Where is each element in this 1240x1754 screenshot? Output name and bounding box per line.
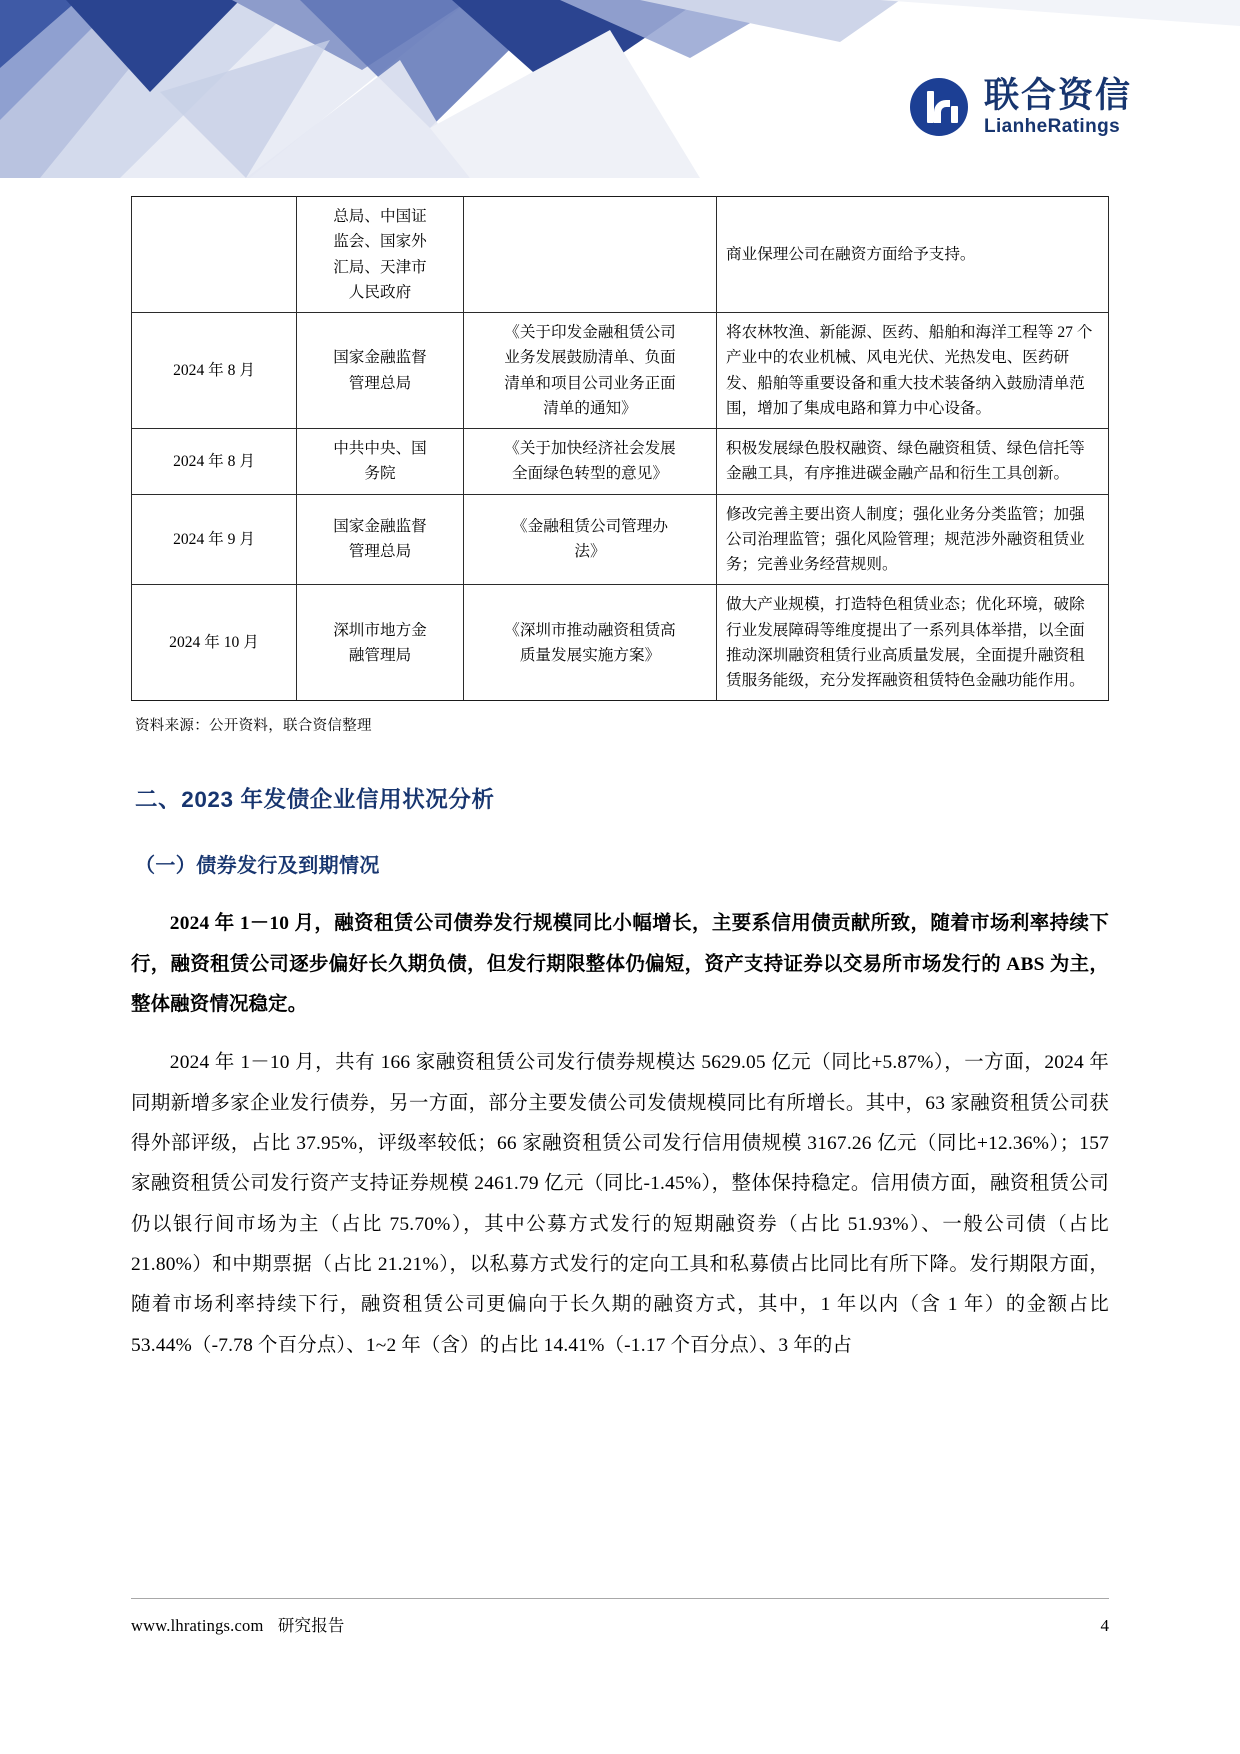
- table-row: [132, 585, 1109, 701]
- table-row: [132, 197, 1109, 313]
- document-content: [131, 196, 1109, 1366]
- cell-date: [132, 197, 297, 313]
- cell-document: 《关于加快经济社会发展 全面绿色转型的意见》: [464, 429, 717, 495]
- page-header-banner: [0, 0, 1240, 178]
- cell-organization: 国家金融监督 管理总局: [297, 494, 464, 585]
- brand-name-cn: 联合资信: [983, 76, 1132, 115]
- cell-document: [464, 197, 717, 313]
- footer-divider: [131, 1598, 1109, 1599]
- cell-organization: 国家金融监督 管理总局: [297, 313, 464, 429]
- subsection-heading-1: （一）债券发行及到期情况: [135, 855, 380, 878]
- section-heading-2: 二、2023 年发债企业信用状况分析: [135, 787, 495, 813]
- cell-document: 《金融租赁公司管理办 法》: [464, 494, 717, 585]
- table-source-note: 资料来源：公开资料，联合资信整理: [135, 718, 372, 735]
- cell-description: 商业保理公司在融资方面给予支持。: [717, 197, 1109, 313]
- cell-document: 《深圳市推动融资租赁高 质量发展实施方案》: [464, 585, 717, 701]
- cell-date: 2024 年 9 月: [132, 494, 297, 585]
- page-footer: [131, 1612, 1109, 1636]
- table-row: [132, 313, 1109, 429]
- cell-date: 2024 年 10 月: [132, 585, 297, 701]
- brand-name-en: LianheRatings: [983, 115, 1121, 137]
- cell-organization: 中共中央、国 务院: [297, 429, 464, 495]
- footer-url[interactable]: www.lhratings.com: [131, 1616, 264, 1635]
- footer-label: 研究报告: [277, 1616, 345, 1635]
- cell-description: 修改完善主要出资人制度；强化业务分类监管；加强公司治理监管；强化风险管理；规范涉外融资租赁业务；完善业务经营规则。: [717, 494, 1109, 585]
- cell-organization: 总局、中国证 监会、国家外 汇局、天津市 人民政府: [297, 197, 464, 313]
- policy-table: [131, 196, 1109, 701]
- brand-logo: [910, 78, 1132, 137]
- page-number: 4: [1100, 1616, 1109, 1635]
- table-row: [132, 429, 1109, 495]
- cell-description: 积极发展绿色股权融资、绿色融资租赁、绿色信托等金融工具，有序推进碳金融产品和衍生工具创新。: [717, 429, 1109, 495]
- table-row: [132, 494, 1109, 585]
- paragraph-body-1: 2024 年 1－10 月，共有 166 家融资租赁公司发行债券规模达 5629.05 亿元（同比+5.87%），一方面，2024 年同期新增多家企业发行债券，另一方面，部分主要发债公司发债规模同比有所增长。其中，63 家融资租赁公司获得外部评级，占比 37.95%，评级率较低；66 家融资租赁公司发行信用债规模 3167.26 亿元（同比+12.36%）；157 家融资租赁公司发行资产支持证券规模 2461.79 亿元（同比-1.45%），整体保持稳定。信用债方面，融资租赁公司仍以银行间市场为主（占比 75.70%），其中公募方式发行的短期融资券（占比 51.93%）、一般公司债（占比 21.80%）和中期票据（占比 21.21%），以私募方式发行的定向工具和私募债占比同比有所下降。发行期限方面，随着市场利率持续下行，融资租赁公司更偏向于长久期的融资方式，其中，1 年以内（含 1 年）的金额占比 53.44%（-7.78 个百分点）、1~2 年（含）的占比 14.41%（-1.17 个百分点）、3 年的占: [131, 1052, 1109, 1356]
- cell-description: 做大产业规模，打造特色租赁业态；优化环境，破除行业发展障碍等维度提出了一系列具体举措，以全面推动深圳融资租赁行业高质量发展，全面提升融资租赁服务能级，充分发挥融资租赁特色金融功能作用。: [717, 585, 1109, 701]
- cell-organization: 深圳市地方金 融管理局: [297, 585, 464, 701]
- lianhe-ratings-logo-icon: [910, 78, 968, 136]
- paragraph-summary: 2024 年 1－10 月，融资租赁公司债券发行规模同比小幅增长，主要系信用债贡献所致，随着市场利率持续下行，融资租赁公司逐步偏好长久期负债，但发行期限整体仍偏短，资产支持证券以交易所市场发行的 ABS 为主，整体融资情况稳定。: [131, 913, 1109, 1015]
- cell-description: 将农林牧渔、新能源、医药、船舶和海洋工程等 27 个产业中的农业机械、风电光伏、光热发电、医药研发、船舶等重要设备和重大技术装备纳入鼓励清单范围，增加了集成电路和算力中心设备。: [717, 313, 1109, 429]
- cell-document: 《关于印发金融租赁公司 业务发展鼓励清单、负面 清单和项目公司业务正面 清单的通知》: [464, 313, 717, 429]
- cell-date: 2024 年 8 月: [132, 429, 297, 495]
- cell-date: 2024 年 8 月: [132, 313, 297, 429]
